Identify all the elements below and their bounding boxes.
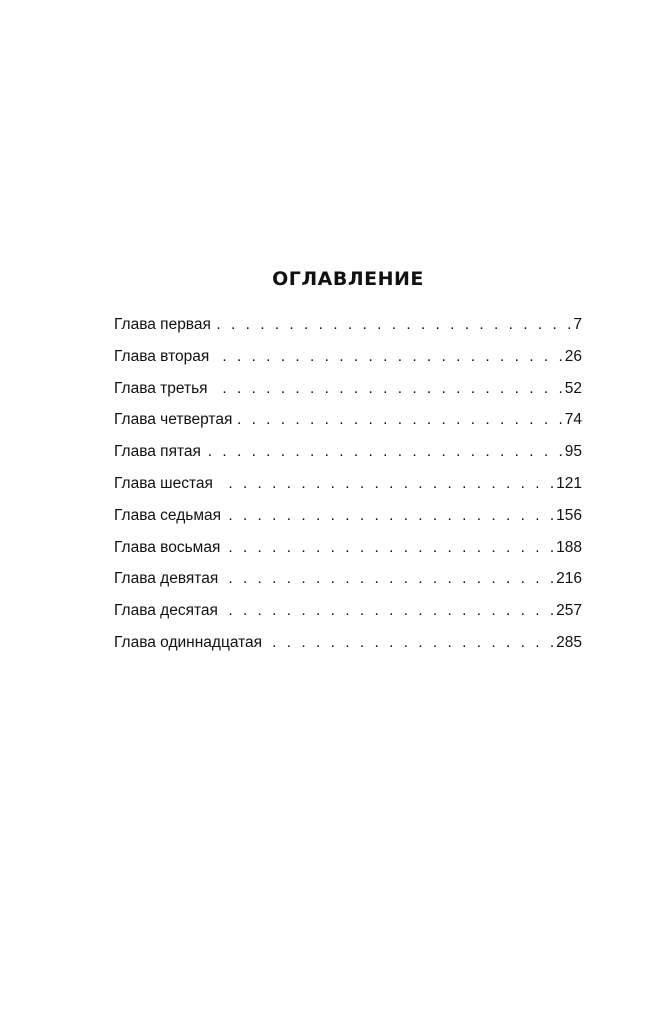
chapter-title: Глава десятая	[114, 602, 218, 620]
chapter-title: Глава четвертая	[114, 411, 233, 429]
page-number: 156	[556, 506, 582, 524]
chapter-title: Глава восьмая	[114, 538, 221, 556]
toc-entry-4	[114, 411, 582, 443]
page-number: 52	[564, 379, 582, 397]
chapter-title: Глава девятая	[114, 570, 219, 588]
toc-entry-5	[114, 443, 582, 475]
dot-leader	[225, 507, 554, 525]
dot-leader	[212, 380, 563, 398]
toc-entry-2	[114, 348, 582, 380]
dot-leader	[222, 570, 554, 588]
toc-entry-3	[114, 380, 582, 412]
chapter-title: Глава одиннадцатая	[114, 633, 263, 651]
toc-entry-11	[114, 634, 582, 666]
toc-entry-1	[114, 316, 582, 348]
chapter-title: Глава седьмая	[114, 506, 221, 524]
page-number: 7	[573, 316, 582, 333]
chapter-title: Глава третья	[114, 379, 208, 397]
table-of-contents	[114, 316, 582, 666]
page-number: 216	[556, 570, 582, 588]
dot-leader	[205, 443, 563, 461]
toc-title: ОГЛАВЛЕНИЕ	[272, 268, 424, 290]
chapter-title: Глава шестая	[114, 474, 213, 492]
dot-leader	[222, 602, 554, 620]
page-number: 188	[556, 538, 582, 556]
dot-leader	[213, 348, 563, 366]
page-number: 95	[564, 443, 582, 461]
page-number: 257	[556, 602, 582, 620]
toc-entry-7	[114, 507, 582, 539]
toc-entry-9	[114, 570, 582, 602]
dot-leader	[236, 411, 562, 429]
chapter-title: Глава первая	[114, 316, 211, 333]
toc-entry-8	[114, 539, 582, 571]
page-number: 26	[564, 347, 582, 365]
dot-leader	[217, 475, 554, 493]
page-number: 285	[556, 633, 582, 651]
toc-entry-6	[114, 475, 582, 507]
page-number: 121	[556, 474, 582, 492]
dot-leader	[215, 316, 571, 334]
chapter-title: Глава вторая	[114, 347, 210, 365]
dot-leader	[266, 634, 554, 652]
toc-entry-10	[114, 602, 582, 634]
chapter-title: Глава пятая	[114, 443, 201, 461]
dot-leader	[224, 539, 554, 557]
page-number: 74	[564, 411, 582, 429]
